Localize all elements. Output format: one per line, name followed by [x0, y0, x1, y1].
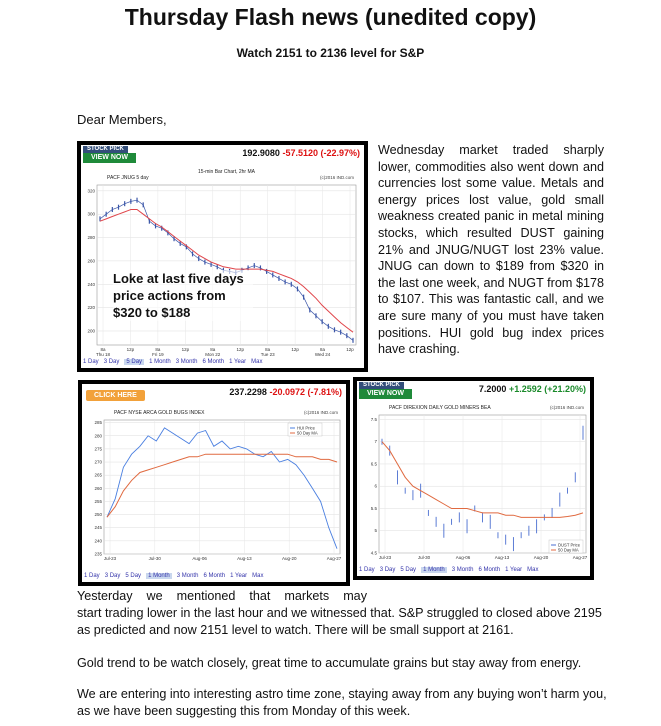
price-point	[198, 256, 199, 261]
y-tick-label: 320	[87, 188, 95, 194]
x-tick-label: Aug-20	[281, 556, 297, 561]
x-tick-label: Aug-06	[455, 555, 471, 560]
y-tick-label: 300	[87, 211, 95, 217]
price-point	[352, 338, 353, 343]
last-price: 192.9080	[242, 148, 280, 158]
period-tab[interactable]: 1 Year	[230, 573, 248, 579]
legend-label: 50 Day MA	[558, 547, 579, 553]
period-tab[interactable]: 1 Year	[229, 359, 247, 365]
period-tab[interactable]: 1 Day	[84, 573, 100, 579]
price-point	[204, 260, 205, 265]
price-point	[322, 319, 323, 324]
period-tab[interactable]: 3 Month	[451, 567, 474, 573]
chart-header	[81, 145, 364, 163]
period-tab[interactable]: 3 Month	[176, 573, 199, 579]
x-tick-label: Aug-13	[494, 555, 510, 560]
x-tick-label: Aug-20	[533, 555, 549, 560]
price-point	[143, 202, 144, 207]
price-quote	[229, 387, 342, 397]
x-tick-label: 8a	[155, 347, 161, 352]
chart-title: PACF DIREXION DAILY GOLD MINERS BEA	[389, 405, 491, 411]
period-tab[interactable]: 5 Day	[400, 567, 417, 573]
jnug-plot	[81, 145, 364, 368]
period-tab[interactable]: 6 Month	[478, 567, 501, 573]
chart-title: PACF JNUG 5 day	[107, 175, 149, 181]
y-tick-label: 240	[94, 538, 102, 544]
price-change: -57.5120 (-22.97%)	[282, 148, 360, 158]
chart-annotation: Loke at last five days price actions from $320 to $188	[113, 270, 253, 321]
chart-title: PACF NYSE ARCA GOLD BUGS INDEX	[114, 410, 205, 416]
y-tick-label: 7	[374, 439, 377, 445]
x-tick-label: Aug-27	[326, 556, 342, 561]
plot-area	[379, 415, 586, 553]
y-tick-label: 255	[94, 498, 102, 504]
x-tick-label: Aug-13	[237, 556, 252, 561]
x-day-label: Mon 22	[205, 352, 221, 357]
x-tick-label: 8a	[210, 347, 216, 352]
price-point	[130, 199, 131, 204]
x-tick-label: 12p	[291, 347, 299, 352]
jnug-chart[interactable]	[77, 141, 368, 372]
price-point	[136, 198, 137, 203]
paragraph-1: Wednesday market traded sharply lower, commodities also went down and currencies lost some value. Metals and energy prices lost value, gold small weakness created panic in metal mining stocks, which resulted DUST gaining 21% and JNUG/NUGT lost 23% value. JNUG can down to $189 from $320 in the last one week, and NUGT from $178 to $107. This was fantastic call, and we are sure many of you must have taken positions. HUI gold bug index prices have crashing.	[378, 143, 604, 357]
price-point	[124, 201, 125, 206]
x-tick-label: Aug-06	[192, 556, 207, 561]
chart-subtitle: 15-min Bar Chart, 2hr MA	[198, 169, 255, 175]
y-tick-label: 220	[87, 305, 95, 311]
y-tick-label: 6	[374, 483, 377, 489]
view-now-button[interactable]: VIEW NOW	[83, 153, 136, 163]
price-point	[112, 207, 113, 212]
hui-chart[interactable]	[78, 380, 350, 586]
period-tab[interactable]: 5 Day	[125, 573, 142, 579]
y-tick-label: 6.5	[370, 461, 377, 467]
last-price: 237.2298	[229, 387, 267, 397]
plot-area	[104, 420, 340, 554]
view-now-button[interactable]: VIEW NOW	[359, 389, 412, 399]
period-tab[interactable]: 3 Day	[104, 573, 121, 579]
y-tick-label: 275	[94, 446, 102, 452]
x-day-label: Wed 24	[314, 352, 331, 357]
x-tick-label: 12p	[346, 347, 354, 352]
y-tick-label: 260	[94, 485, 102, 491]
price-change: +1.2592 (+21.20%)	[508, 384, 586, 394]
x-tick-label: 12p	[181, 347, 190, 352]
chart-copyright: (c)2016 IND.com	[319, 175, 354, 180]
price-point	[309, 307, 310, 312]
chart-copyright: (c)2016 IND.com	[303, 410, 338, 415]
price-quote	[242, 148, 360, 158]
y-tick-label: 270	[94, 459, 102, 465]
legend-label: DUST Price	[558, 542, 581, 548]
stock-pick-badge: STOCK PICK	[83, 146, 128, 153]
x-tick-label: Aug-27	[572, 555, 588, 560]
y-tick-label: 200	[87, 328, 95, 334]
price-point	[328, 324, 329, 329]
period-tab[interactable]: 5 Day	[126, 359, 143, 365]
x-tick-label: 8a	[100, 347, 106, 352]
period-tab[interactable]: 6 Month	[202, 359, 225, 365]
price-point	[254, 263, 255, 268]
y-tick-label: 265	[94, 472, 102, 478]
period-tabs	[357, 564, 590, 576]
price-point	[303, 295, 304, 300]
period-tab[interactable]: Max	[527, 567, 539, 573]
click-here-button[interactable]: CLICK HERE	[86, 390, 145, 401]
period-tab[interactable]: 1 Month	[149, 359, 171, 365]
y-tick-label: 280	[87, 235, 95, 241]
paragraph-2-start: Yesterday we mentioned that markets may	[77, 589, 367, 603]
x-tick-label: Jul-23	[378, 555, 392, 560]
chart-header	[82, 384, 346, 402]
price-point	[297, 286, 298, 291]
dust-chart[interactable]	[353, 377, 594, 580]
period-tab[interactable]: 1 Month	[148, 573, 170, 579]
y-tick-label: 285	[94, 420, 102, 426]
y-tick-label: 4.5	[370, 550, 377, 556]
x-tick-label: 8a	[265, 347, 271, 352]
chart-header	[357, 381, 590, 399]
price-point	[340, 330, 341, 335]
x-day-label: Tue 23	[260, 352, 275, 357]
y-tick-label: 280	[94, 433, 102, 439]
y-tick-label: 5	[374, 528, 377, 534]
x-tick-label: Jul-30	[417, 555, 431, 560]
price-point	[106, 212, 107, 217]
period-tab[interactable]: Max	[251, 359, 263, 365]
y-tick-label: 260	[87, 258, 95, 264]
greeting: Dear Members,	[77, 112, 167, 127]
chart-copyright: (c)2016 IND.com	[549, 405, 584, 410]
hui-plot	[82, 384, 346, 582]
price-change: -20.0972 (-7.81%)	[269, 387, 342, 397]
legend-label: 50 Day MA	[297, 430, 318, 436]
period-tab[interactable]: Max	[252, 573, 264, 579]
price-point	[291, 282, 292, 287]
period-tab[interactable]: 3 Day	[103, 359, 120, 365]
period-tabs	[82, 570, 346, 582]
last-price: 7.2000	[478, 384, 507, 394]
period-tab[interactable]: 1 Day	[359, 567, 375, 573]
x-day-label: Fri 19	[152, 352, 164, 357]
price-point	[192, 251, 193, 256]
dust-plot	[357, 381, 590, 576]
price-point	[285, 279, 286, 284]
price-point	[278, 276, 279, 281]
x-tick-label: Jul-23	[103, 556, 117, 561]
price-point	[272, 272, 273, 277]
y-tick-label: 250	[94, 512, 102, 518]
x-tick-label: 12p	[236, 347, 244, 352]
price-point	[346, 333, 347, 338]
price-point	[266, 269, 267, 274]
y-tick-label: 235	[94, 551, 102, 557]
y-tick-label: 240	[87, 281, 95, 287]
legend-label: HUI Price	[297, 425, 315, 431]
y-tick-label: 5.5	[370, 505, 377, 511]
y-tick-label: 7.5	[370, 416, 377, 422]
period-tab[interactable]: 1 Day	[83, 359, 99, 365]
price-point	[315, 313, 316, 318]
x-tick-label: 8a	[320, 347, 326, 352]
period-tab[interactable]: 1 Year	[505, 567, 523, 573]
x-day-label: Thu 18	[95, 352, 111, 357]
page-subtitle: Watch 2151 to 2136 level for S&P	[236, 46, 425, 60]
page-title: Thursday Flash news (unedited copy)	[124, 4, 537, 30]
paragraph-2: start trading lower in the last hour and we witnessed that. S&P struggled to closed above 2195 as predicted and now 2151 level to watch. There will be small support at 2161.	[77, 606, 602, 637]
price-point	[118, 205, 119, 210]
period-tab[interactable]: 1 Month	[423, 567, 445, 573]
period-tab[interactable]: 6 Month	[203, 573, 226, 579]
paragraph-4: We are entering into interesting astro time zone, staying away from any buying won’t harm you, as we have been suggesting this from Monday of this week.	[77, 687, 607, 718]
y-tick-label: 245	[94, 525, 102, 531]
price-quote	[479, 384, 586, 394]
x-tick-label: 12p	[126, 347, 135, 352]
stock-pick-badge: STOCK PICK	[359, 382, 404, 389]
period-tab[interactable]: 3 Month	[175, 359, 198, 365]
period-tab[interactable]: 3 Day	[379, 567, 396, 573]
x-tick-label: Jul-30	[148, 556, 161, 561]
price-point	[334, 327, 335, 332]
paragraph-3: Gold trend to be watch closely, great time to accumulate grains but stay away from energy.	[77, 656, 582, 670]
period-tabs	[81, 356, 364, 368]
